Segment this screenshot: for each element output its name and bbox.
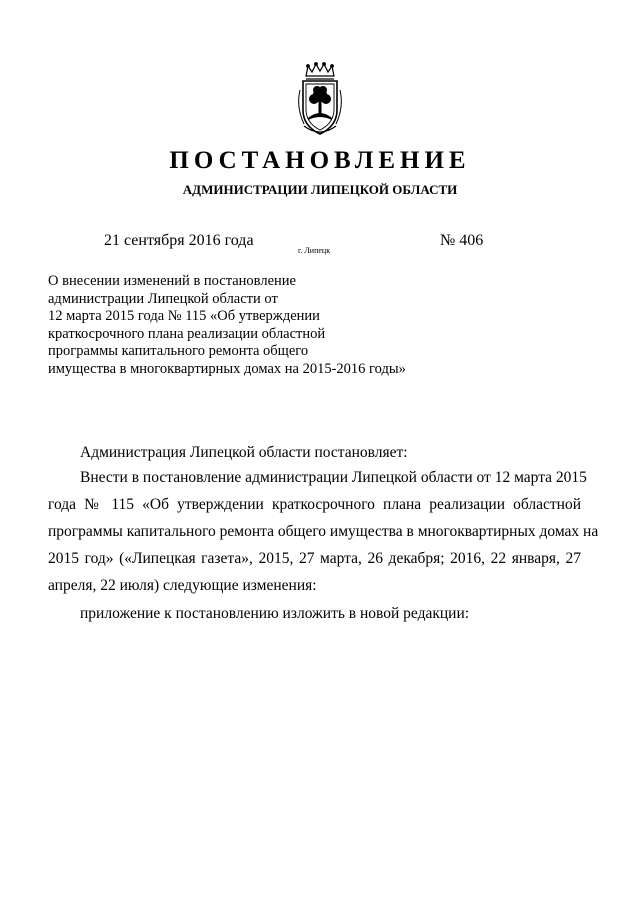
paragraph-line: года № 115 «Об утверждении краткосрочного плана реализации областной [48, 496, 581, 513]
paragraph-line: программы капитального ремонта общего имущества в многоквартирных домах на [48, 523, 599, 540]
subject-line: программы капитального ремонта общего [48, 343, 309, 359]
issuing-authority: АДМИНИСТРАЦИИ ЛИПЕЦКОЙ ОБЛАСТИ [182, 182, 458, 197]
subject-line: 12 марта 2015 года № 115 «Об утверждении [48, 308, 320, 324]
document-title: ПОСТАНОВЛЕНИЕ [169, 147, 471, 174]
resolution-preamble: Администрация Липецкой области постановляет: [80, 444, 408, 461]
paragraph-line: Внести в постановление администрации Липецкой области от 12 марта 2015 [80, 469, 587, 486]
crown-icon [306, 63, 334, 79]
body-paragraph [48, 464, 599, 599]
paragraph-line: апреля, 22 июля) следующие изменения: [48, 577, 317, 594]
subject-line: краткосрочного плана реализации областной [48, 325, 326, 342]
subject-line: имущества в многоквартирных домах на 2015-2016 годы» [48, 360, 406, 377]
document-date: 21 сентября 2016 года [104, 232, 254, 249]
subject-line: О внесении изменений в постановление [48, 273, 296, 289]
document-number: № 406 [440, 232, 484, 249]
subject-line: администрации Липецкой области от [48, 290, 278, 307]
closing-line: приложение к постановлению изложить в новой редакции: [80, 605, 470, 622]
coat-of-arms-emblem [290, 62, 350, 138]
paragraph-line: 2015 год» («Липецкая газета», 2015, 27 марта, 26 декабря; 2016, 22 января, 27 [48, 550, 581, 567]
document-subject [48, 273, 448, 378]
document-city: г. Липецк [298, 246, 331, 255]
